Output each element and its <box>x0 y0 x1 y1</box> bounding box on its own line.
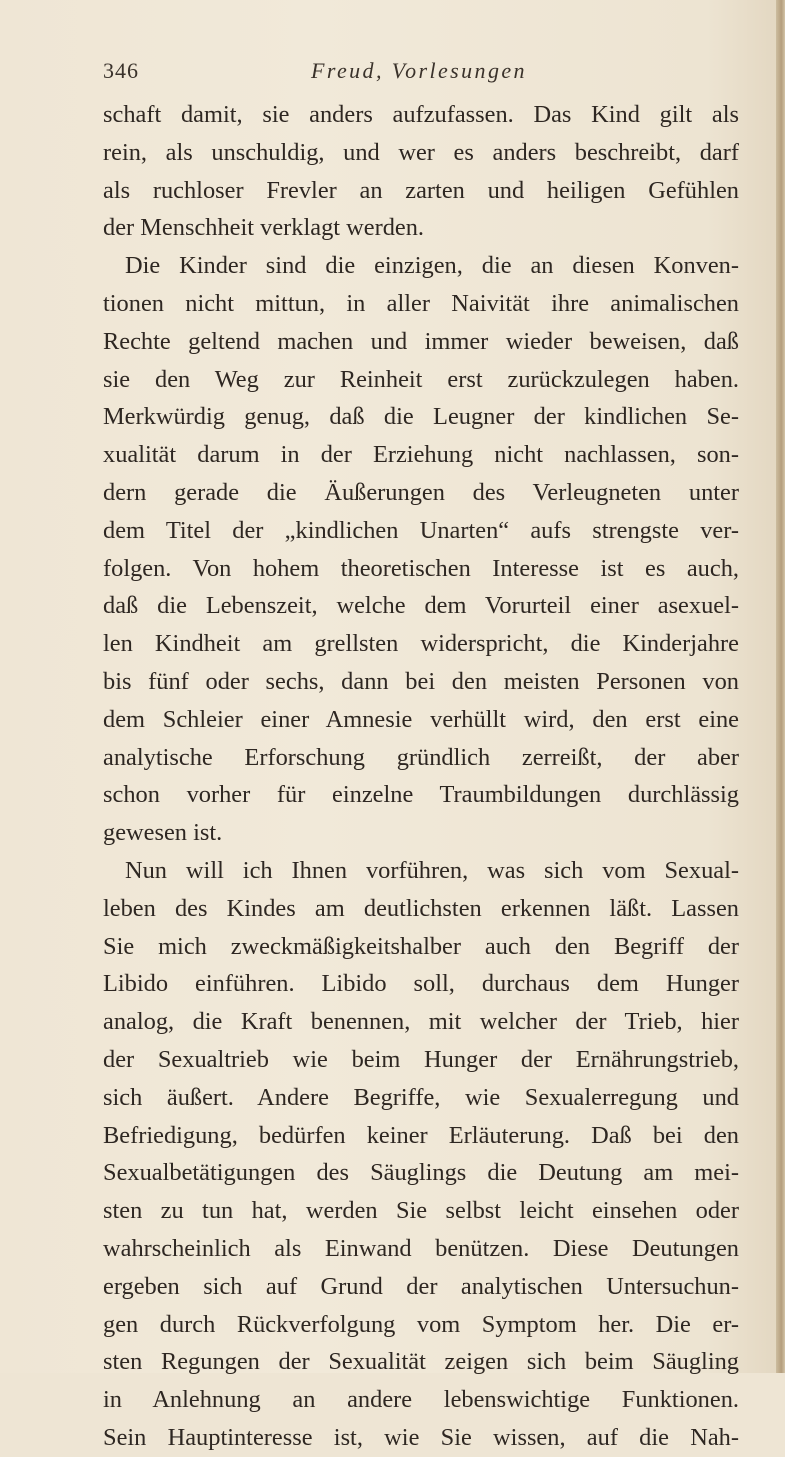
text-line: gewesen ist. <box>103 819 223 847</box>
text-line: leben des Kindes am deutlichsten erkennen läßt. Lassen <box>103 894 739 922</box>
text-line: analytische Erforschung gründlich zerreißt, der aber <box>103 743 739 771</box>
text-line: dem Schleier einer Amnesie verhüllt wird, den erst eine <box>103 705 739 733</box>
page-edge <box>776 0 785 1373</box>
text-line: sten Regungen der Sexualität zeigen sich beim Säugling <box>103 1348 739 1376</box>
text-line: Sie mich zweckmäßigkeitshalber auch den Begriff der <box>103 932 739 960</box>
text-line: Sein Hauptinteresse ist, wie Sie wissen, auf die Nah- <box>103 1423 739 1451</box>
text-line: Rechte geltend machen und immer wieder beweisen, daß <box>103 327 739 355</box>
text-line: der Menschheit verklagt werden. <box>103 214 425 242</box>
text-line: der Sexualtrieb wie beim Hunger der Ernährungstrieb, <box>103 1045 739 1073</box>
text-line: dem Titel der „kindlichen Unarten“ aufs strengste ver- <box>103 516 739 544</box>
text-line: Merkwürdig genug, daß die Leugner der kindlichen Se- <box>103 403 739 431</box>
text-line: folgen. Von hohem theoretischen Interesse ist es auch, <box>103 554 739 582</box>
text-line: dern gerade die Äußerungen des Verleugneten unter <box>103 478 739 506</box>
text-line: schon vorher für einzelne Traumbildungen durchlässig <box>103 781 739 809</box>
text-line: daß die Lebenszeit, welche dem Vorurteil einer asexuel- <box>103 592 739 620</box>
text-line: len Kindheit am grellsten widerspricht, die Kinderjahre <box>103 630 739 658</box>
page-number: 346 <box>103 58 139 83</box>
text-line: Die Kinder sind die einzigen, die an diesen Konven- <box>125 252 739 280</box>
text-line: gen durch Rückverfolgung vom Symptom her. Die er- <box>103 1310 739 1338</box>
text-line: Sexualbetätigungen des Säuglings die Deutung am mei- <box>103 1159 739 1187</box>
text-line: schaft damit, sie anders aufzufassen. Das Kind gilt als <box>103 101 739 128</box>
text-line: xualität darum in der Erziehung nicht nachlassen, son- <box>103 441 739 469</box>
text-line: tionen nicht mittun, in aller Naivität ihre animalischen <box>103 289 739 317</box>
text-line: rein, als unschuldig, und wer es anders beschreibt, darf <box>103 138 739 166</box>
page-header <box>103 58 743 92</box>
running-head: Freud, Vorlesungen <box>311 58 527 83</box>
text-line: bis fünf oder sechs, dann bei den meisten Personen von <box>103 667 739 695</box>
text-line: als ruchloser Frevler an zarten und heiligen Gefühlen <box>103 176 739 204</box>
text-line: analog, die Kraft benennen, mit welcher der Trieb, hier <box>103 1008 739 1036</box>
text-line: wahrscheinlich als Einwand benützen. Diese Deutungen <box>103 1234 739 1262</box>
text-line: Nun will ich Ihnen vorführen, was sich vom Sexual- <box>125 856 739 884</box>
text-line: ergeben sich auf Grund der analytischen Untersuchun- <box>103 1272 739 1300</box>
text-line: in Anlehnung an andere lebenswichtige Funktionen. <box>103 1386 739 1414</box>
text-line: sich äußert. Andere Begriffe, wie Sexualerregung und <box>103 1083 739 1111</box>
text-line: Libido einführen. Libido soll, durchaus dem Hunger <box>103 970 739 998</box>
text-line: sten zu tun hat, werden Sie selbst leicht einsehen oder <box>103 1197 739 1225</box>
body-text <box>103 96 739 1457</box>
text-line: Befriedigung, bedürfen keiner Erläuterung. Daß bei den <box>103 1121 739 1149</box>
text-line: sie den Weg zur Reinheit erst zurückzulegen haben. <box>103 365 739 393</box>
